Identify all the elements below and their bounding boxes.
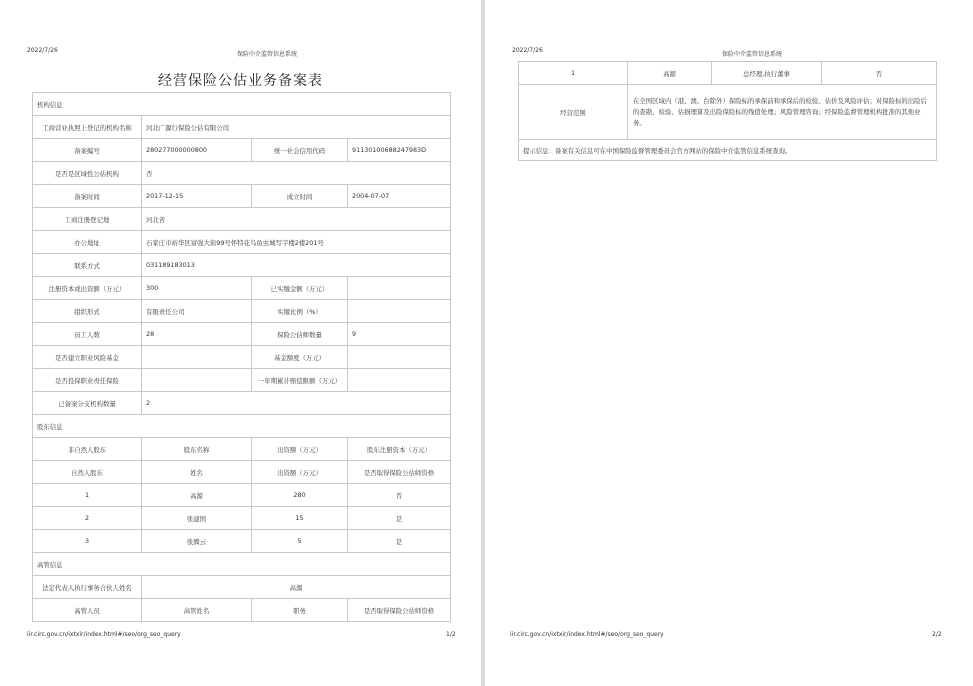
- capital-value: 300: [142, 277, 252, 300]
- filing-no-value: 280277000000800: [142, 139, 252, 162]
- paid-ratio-value: [348, 300, 451, 323]
- table-row: [33, 599, 451, 622]
- shareholder-qualified: 是: [348, 507, 451, 530]
- regional-value: 否: [142, 162, 451, 185]
- footer-page-number: 2/2: [932, 631, 942, 638]
- office-address-value: 石家庄市裕华区富强大街99号怀特花鸟鱼虫城写字楼2楼201号: [142, 231, 451, 254]
- exec-header: 高管人员: [33, 599, 142, 622]
- legal-rep-value: 高源: [142, 576, 451, 599]
- credit-code-value: 91130100688247983D: [348, 139, 451, 162]
- shareholder-name: 张建国: [142, 507, 252, 530]
- exec-title: 总经理,执行董事: [712, 62, 822, 85]
- shareholder-qualified: 否: [348, 484, 451, 507]
- natural-contribution-header: 出资额（万元）: [252, 461, 348, 484]
- document-page-2: [485, 0, 973, 686]
- fund-amount-value: [348, 346, 451, 369]
- filing-no-label: 备案编号: [33, 139, 142, 162]
- paid-amount-value: [348, 277, 451, 300]
- contact-label: 联系方式: [33, 254, 142, 277]
- page-title: 经营保险公估业务备案表: [158, 73, 323, 89]
- paid-ratio-label: 实缴比例（%）: [252, 300, 348, 323]
- shareholder-no: 1: [33, 484, 142, 507]
- nonnatural-header: 非自然人股东: [33, 438, 142, 461]
- exec-no: 1: [519, 62, 628, 85]
- credit-code-label: 统一社会信用代码: [252, 139, 348, 162]
- filing-time-value: 2017-12-15: [142, 185, 252, 208]
- risk-fund-value: [142, 346, 252, 369]
- table-row: [33, 484, 451, 507]
- shareholder-amount: 280: [252, 484, 348, 507]
- liability-insurance-value: [142, 369, 252, 392]
- table-row: [33, 461, 451, 484]
- regional-label: 是否是区域性公估机构: [33, 162, 142, 185]
- exec-title-header: 职务: [252, 599, 348, 622]
- registered-capital-header: 股东注册资本（万元）: [348, 438, 451, 461]
- tip-message: 提示信息：备案有关信息可在中国保险监督管理委员会官方网站的保险中介监管信息系统查询。: [519, 140, 937, 161]
- shareholder-name: 高源: [142, 484, 252, 507]
- section-org-info: 机构信息: [33, 93, 451, 116]
- founded-value: 2004-07-07: [348, 185, 451, 208]
- branch-count-label: 已备案分支机构数量: [33, 392, 142, 415]
- assessor-count-value: 9: [348, 323, 451, 346]
- filing-time-label: 备案时间: [33, 185, 142, 208]
- risk-fund-label: 是否建立职业风险基金: [33, 346, 142, 369]
- business-scope-label: 经营范围: [519, 85, 628, 140]
- header-system-name: 保险中介监管信息系统: [722, 51, 783, 58]
- header-date: 2022/7/26: [27, 47, 58, 54]
- office-address-label: 办公地址: [33, 231, 142, 254]
- footer-url: iir.circ.gov.cn/ixtxir/index.html#/seo/org_seo_query: [510, 631, 664, 638]
- filing-form-table: [32, 92, 451, 622]
- document-page-1: [0, 0, 481, 686]
- shareholder-no: 2: [33, 507, 142, 530]
- section-shareholder-info: 股东信息: [33, 415, 451, 438]
- qualification-header: 是否取得保险公估师资格: [348, 461, 451, 484]
- legal-rep-label: 法定代表人执行事务合伙人姓名: [33, 576, 142, 599]
- claim-limit-label: 一年期累计赔偿限额（万元）: [252, 369, 348, 392]
- footer-url: iir.circ.gov.cn/ixtxir/index.html#/seo/org_seo_query: [27, 631, 181, 638]
- reg-name-label: 工商营业执照上登记的机构名称: [33, 116, 142, 139]
- liability-insurance-label: 是否投保职业责任保险: [33, 369, 142, 392]
- shareholder-name-header: 股东名称: [142, 438, 252, 461]
- shareholder-name: 张腾云: [142, 530, 252, 553]
- header-system-name: 保险中介监管信息系统: [237, 51, 298, 58]
- reg-name-value: 河北广源行保险公估有限公司: [142, 116, 451, 139]
- exec-qualified-header: 是否取得保险公估师资格: [348, 599, 451, 622]
- filing-form-table-continued: [518, 61, 937, 161]
- paid-amount-label: 已实缴金额（万元）: [252, 277, 348, 300]
- claim-limit-value: [348, 369, 451, 392]
- shareholder-qualified: 是: [348, 530, 451, 553]
- table-row: [33, 438, 451, 461]
- founded-label: 成立时间: [252, 185, 348, 208]
- branch-count-value: 2: [142, 392, 451, 415]
- natural-header: 自然人股东: [33, 461, 142, 484]
- exec-qualified: 否: [822, 62, 937, 85]
- natural-name-header: 姓名: [142, 461, 252, 484]
- table-row: [519, 62, 937, 85]
- org-form-label: 组织形式: [33, 300, 142, 323]
- exec-name: 高源: [628, 62, 712, 85]
- business-scope-value: 在全国区域内（港、澳、台除外）保险标的承保前和承保后的检验、估价及风险评估；对保险标的出险后的查勘、检验、估损理算及出险保险标的残值处理；风险管理咨询；经保险监督管理机构批准的其他业务。: [628, 85, 937, 140]
- org-form-value: 有限责任公司: [142, 300, 252, 323]
- shareholder-amount: 15: [252, 507, 348, 530]
- exec-name-header: 高管姓名: [142, 599, 252, 622]
- shareholder-amount: 5: [252, 530, 348, 553]
- table-row: [33, 507, 451, 530]
- reg-place-label: 工商注册登记地: [33, 208, 142, 231]
- reg-place-value: 河北省: [142, 208, 451, 231]
- staff-count-label: 员工人数: [33, 323, 142, 346]
- shareholder-no: 3: [33, 530, 142, 553]
- staff-count-value: 28: [142, 323, 252, 346]
- contribution-header: 出资额（万元）: [252, 438, 348, 461]
- capital-label: 注册资本或出资额（万元）: [33, 277, 142, 300]
- fund-amount-label: 基金额度（万元）: [252, 346, 348, 369]
- contact-value: 031189183013: [142, 254, 451, 277]
- assessor-count-label: 保险公估师数量: [252, 323, 348, 346]
- footer-page-number: 1/2: [446, 631, 456, 638]
- table-row: [33, 530, 451, 553]
- header-date: 2022/7/26: [512, 47, 543, 54]
- section-exec-info: 高管信息: [33, 553, 451, 576]
